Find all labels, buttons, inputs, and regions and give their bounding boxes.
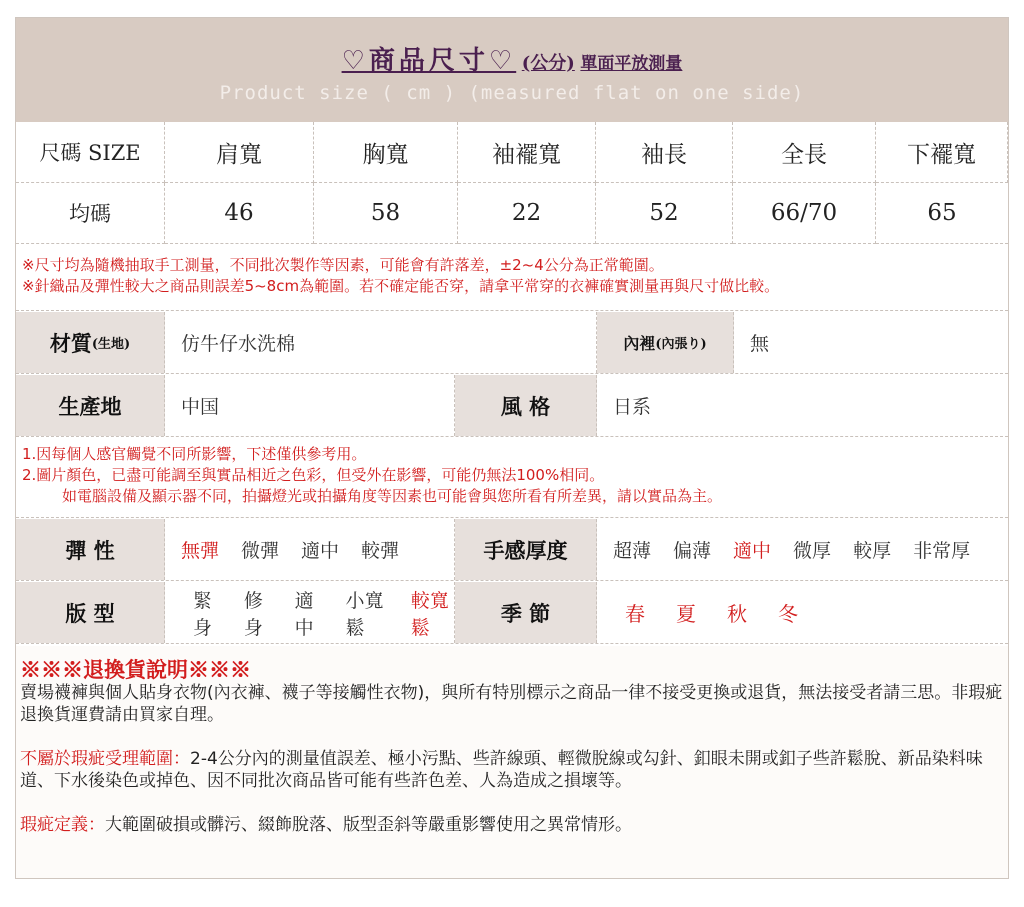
- elasticity-option: 微彈: [241, 540, 280, 562]
- origin-row: [16, 375, 1008, 437]
- season-option: 夏: [676, 602, 697, 626]
- lining-label: [597, 312, 734, 373]
- material-label-text: 材質: [49, 330, 92, 356]
- elasticity-option: 較彈: [361, 540, 400, 562]
- size-table: [16, 122, 1008, 244]
- season-option: 春: [625, 602, 646, 626]
- size-notes: [16, 246, 1008, 311]
- lining-label-sub: (內張り): [655, 337, 707, 352]
- fit-option: 小寬鬆: [345, 589, 384, 639]
- header-banner: [16, 18, 1008, 122]
- season-option: 冬: [778, 602, 799, 626]
- material-row: [16, 312, 1008, 374]
- page-title: [16, 40, 1008, 77]
- thickness-option: 非常厚: [913, 540, 971, 562]
- policy-paragraph: [20, 814, 1004, 836]
- photo-notes: [16, 438, 1008, 518]
- size-header-sleeve: 袖長: [596, 122, 733, 183]
- size-value-hem: 65: [876, 183, 1008, 244]
- size-chart-panel: [15, 17, 1009, 879]
- thickness-option: 偏薄: [673, 540, 712, 562]
- fit-label: 版 型: [16, 582, 165, 643]
- return-policy: [16, 646, 1008, 878]
- season-options: [597, 582, 1008, 643]
- policy-label: 瑕疵定義：: [20, 815, 105, 835]
- thickness-option: 微厚: [793, 540, 832, 562]
- size-value-chest: 58: [314, 183, 458, 244]
- size-header-hem: 下襬寬: [876, 122, 1008, 183]
- lining-value: 無: [750, 333, 770, 355]
- size-value-shoulder: 46: [165, 183, 314, 244]
- origin-value: 中国: [165, 375, 455, 436]
- thickness-label: 手感厚度: [455, 519, 597, 580]
- size-header-size: 尺碼 SIZE: [16, 122, 165, 183]
- fit-option: 修身: [243, 589, 263, 639]
- size-value-sleeve: 52: [596, 183, 733, 244]
- material-value: 仿牛仔水洗棉: [165, 312, 597, 373]
- thickness-option: 適中: [733, 540, 772, 562]
- elasticity-label: 彈 性: [16, 519, 165, 580]
- fit-option: 緊身: [193, 589, 213, 639]
- style-value: 日系: [613, 396, 652, 418]
- thickness-option: 較厚: [853, 540, 892, 562]
- photo-note-line: 2.圖片顏色，已盡可能調至與實品相近之色彩，但受外在影響，可能仍無法100%相同。: [22, 466, 605, 484]
- thickness-options: [597, 519, 1008, 580]
- origin-label: 生產地: [16, 375, 165, 436]
- elasticity-options: [165, 519, 455, 580]
- size-value-cuff: 22: [458, 183, 596, 244]
- fit-option: 適中: [294, 589, 314, 639]
- style-label: 風 格: [455, 375, 597, 436]
- elasticity-option: 無彈: [181, 540, 220, 562]
- size-header-chest: 胸寬: [314, 122, 458, 183]
- fit-option: 較寬鬆: [410, 589, 449, 639]
- season-label: 季 節: [455, 582, 597, 643]
- photo-note-line: 1.因每個人感官觸覺不同所影響，下述僅供參考用。: [22, 445, 367, 463]
- policy-paragraph: 賣場襪褲與個人貼身衣物(內衣褲、襪子等接觸性衣物)，與所有特別標示之商品一律不接受更換或退貨，無法接受者請三思。非瑕疵退換貨運費請由買家自理。: [20, 683, 1003, 725]
- title-main: ♡商品尺寸♡: [341, 46, 517, 76]
- thickness-option: 超薄: [613, 540, 652, 562]
- policy-paragraph: [20, 748, 1004, 792]
- size-header-shoulder: 肩寬: [165, 122, 314, 183]
- policy-text: 大範圍破損或髒污、綴飾脫落、版型歪斜等嚴重影響使用之異常情形。: [105, 815, 632, 835]
- season-option: 秋: [727, 602, 748, 626]
- photo-note-line: 如電腦設備及顯示器不同，拍攝燈光或拍攝角度等因素也可能會與您所看有所差異，請以實品為主。: [62, 487, 723, 505]
- size-value-length: 66/70: [733, 183, 876, 244]
- fit-row: [16, 582, 1008, 644]
- policy-text: 2-4公分內的測量值誤差、極小污點、些許線頭、輕微脫線或勾針、釦眼未開或釦子些許鬆脫、新品染料味道、下水後染色或掉色、因不同批次商品皆可能有些許色差、人為造成之損壞等。: [20, 749, 983, 791]
- subtitle: Product size ( cm ) (measured flat on one side): [219, 82, 805, 104]
- size-value-size: 均碼: [16, 183, 165, 244]
- policy-label: 不屬於瑕疵受理範圍：: [20, 749, 190, 769]
- title-unit: (公分): [521, 53, 575, 74]
- size-note-line: ※針織品及彈性較大之商品則誤差5~8cm為範圍。若不確定能否穿，請拿平常穿的衣褲確實測量再與尺寸做比較。: [22, 277, 780, 295]
- size-header-length: 全長: [733, 122, 876, 183]
- material-label: [16, 312, 165, 373]
- policy-heading: ※※※退換貨說明※※※: [20, 657, 251, 682]
- size-note-line: ※尺寸均為隨機抽取手工測量，不同批次製作等因素，可能會有許落差，±2~4公分為正常範圍。: [22, 256, 664, 274]
- material-label-sub: (生地): [91, 337, 131, 352]
- size-header-cuff: 袖襬寬: [458, 122, 596, 183]
- title-method: 單面平放測量: [580, 54, 683, 74]
- lining-label-text: 內裡: [623, 334, 656, 353]
- fit-options: [165, 582, 455, 643]
- elasticity-row: [16, 519, 1008, 581]
- elasticity-option: 適中: [301, 540, 340, 562]
